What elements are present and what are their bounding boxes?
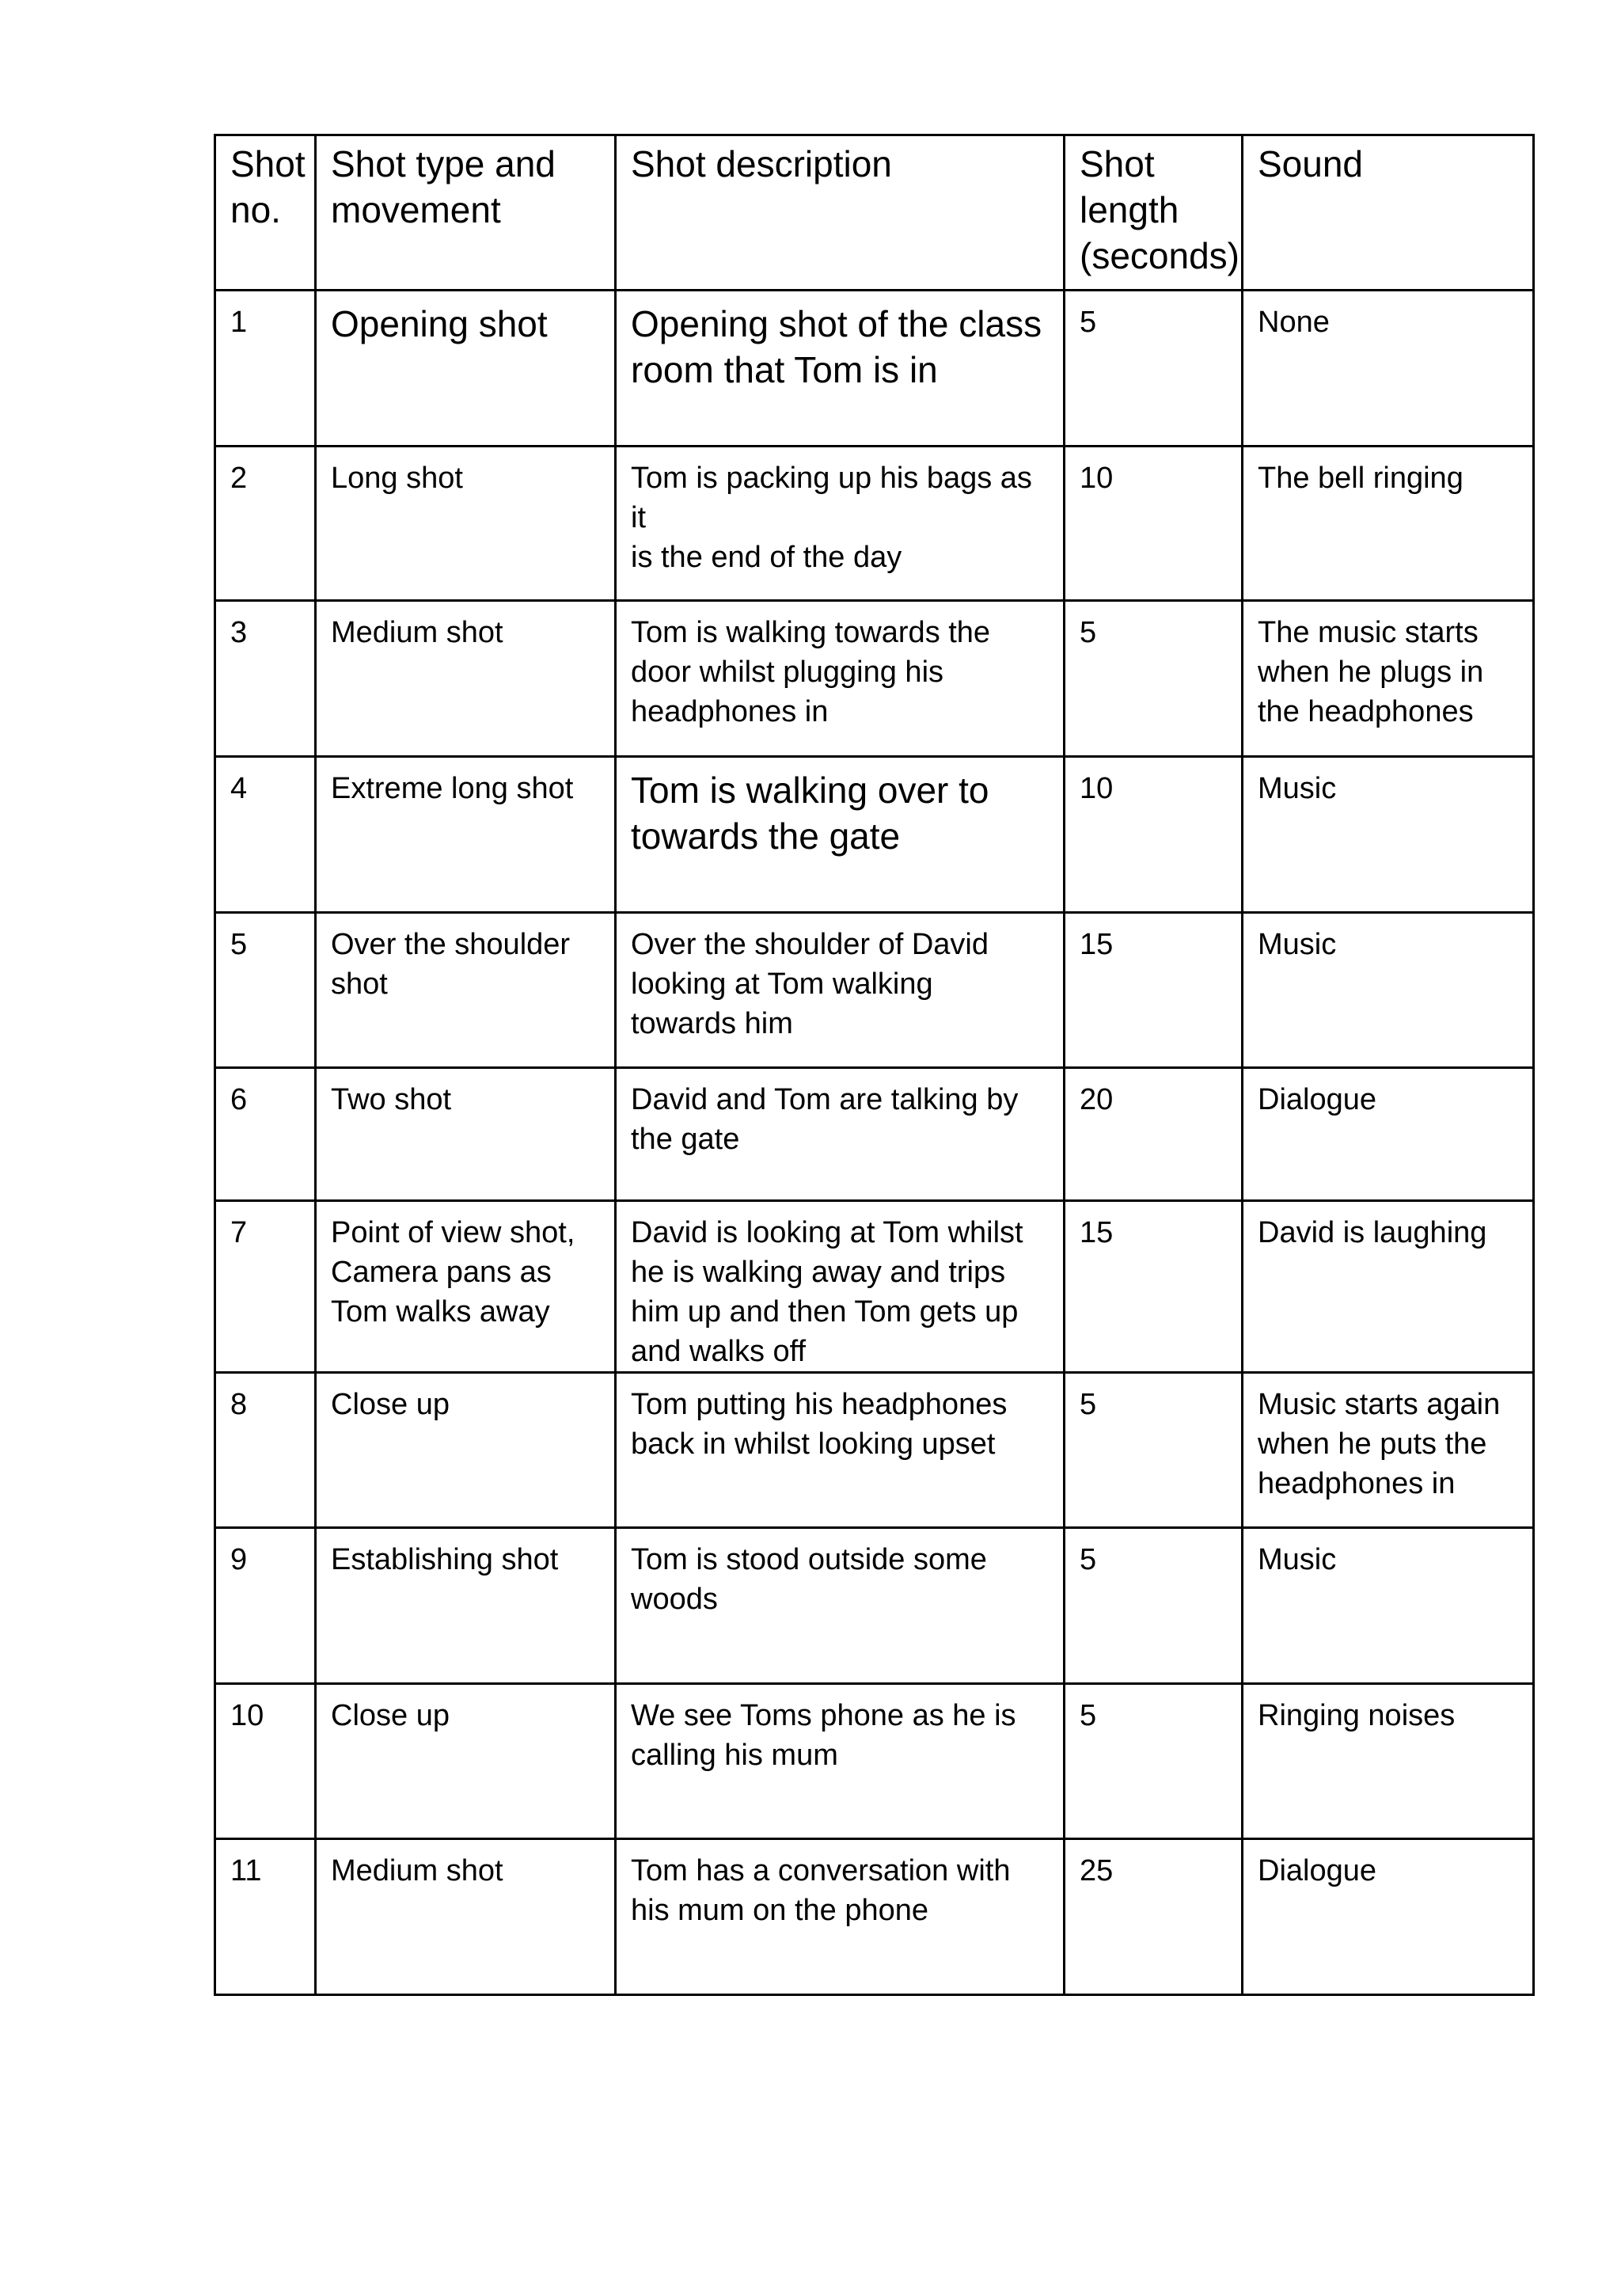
- table-header-row: [215, 135, 1534, 291]
- cell-shot-length: 5: [1065, 1373, 1243, 1528]
- cell-shot-length: 5: [1065, 1528, 1243, 1684]
- header-shot-length: Shot length (seconds): [1065, 135, 1243, 291]
- table-row: [215, 1684, 1534, 1839]
- table-row: [215, 291, 1534, 447]
- header-shot-type: Shot type and movement: [316, 135, 616, 291]
- cell-sound: The music starts when he plugs in the headphones: [1243, 601, 1534, 757]
- cell-shot-no: 10: [215, 1684, 316, 1839]
- cell-shot-length: 5: [1065, 291, 1243, 447]
- cell-sound: Ringing noises: [1243, 1684, 1534, 1839]
- cell-shot-type: Over the shoulder shot: [316, 913, 616, 1068]
- cell-shot-description: We see Toms phone as he is calling his mum: [616, 1684, 1065, 1839]
- cell-sound: None: [1243, 291, 1534, 447]
- cell-shot-length: 25: [1065, 1839, 1243, 1995]
- cell-shot-length: 15: [1065, 913, 1243, 1068]
- cell-shot-no: 3: [215, 601, 316, 757]
- cell-shot-description: Tom is stood outside some woods: [616, 1528, 1065, 1684]
- cell-shot-type: Close up: [316, 1373, 616, 1528]
- cell-shot-no: 6: [215, 1068, 316, 1201]
- shot-list-table: [214, 134, 1535, 1996]
- cell-sound: Music starts again when he puts the headphones in: [1243, 1373, 1534, 1528]
- cell-shot-no: 9: [215, 1528, 316, 1684]
- cell-shot-type: Extreme long shot: [316, 757, 616, 913]
- cell-shot-type: Medium shot: [316, 1839, 616, 1995]
- cell-shot-length: 5: [1065, 1684, 1243, 1839]
- table-row: [215, 1839, 1534, 1995]
- table-row: [215, 1068, 1534, 1201]
- table-row: [215, 913, 1534, 1068]
- cell-shot-description: Tom is walking towards the door whilst plugging his headphones in: [616, 601, 1065, 757]
- table-row: [215, 1373, 1534, 1528]
- cell-shot-description: Tom is walking over to towards the gate: [616, 757, 1065, 913]
- table-row: [215, 601, 1534, 757]
- cell-shot-no: 4: [215, 757, 316, 913]
- cell-shot-no: 7: [215, 1201, 316, 1373]
- cell-shot-description: Over the shoulder of David looking at Tom walking towards him: [616, 913, 1065, 1068]
- cell-shot-description: David is looking at Tom whilst he is walking away and trips him up and then Tom gets up and walks off: [616, 1201, 1065, 1373]
- cell-shot-length: 15: [1065, 1201, 1243, 1373]
- cell-shot-type: Long shot: [316, 447, 616, 601]
- cell-shot-length: 10: [1065, 757, 1243, 913]
- cell-shot-description: Tom is packing up his bags as it is the end of the day: [616, 447, 1065, 601]
- cell-shot-no: 5: [215, 913, 316, 1068]
- cell-shot-length: 5: [1065, 601, 1243, 757]
- cell-shot-description: David and Tom are talking by the gate: [616, 1068, 1065, 1201]
- cell-shot-no: 11: [215, 1839, 316, 1995]
- cell-shot-type: Close up: [316, 1684, 616, 1839]
- cell-shot-no: 1: [215, 291, 316, 447]
- cell-shot-no: 8: [215, 1373, 316, 1528]
- cell-shot-type: Establishing shot: [316, 1528, 616, 1684]
- cell-sound: Music: [1243, 757, 1534, 913]
- header-shot-no: Shot no.: [215, 135, 316, 291]
- cell-sound: Dialogue: [1243, 1068, 1534, 1201]
- header-sound: Sound: [1243, 135, 1534, 291]
- cell-sound: Music: [1243, 913, 1534, 1068]
- cell-sound: Music: [1243, 1528, 1534, 1684]
- header-shot-description: Shot description: [616, 135, 1065, 291]
- cell-shot-type: Point of view shot, Camera pans as Tom walks away: [316, 1201, 616, 1373]
- cell-shot-no: 2: [215, 447, 316, 601]
- table-row: [215, 1528, 1534, 1684]
- cell-sound: Dialogue: [1243, 1839, 1534, 1995]
- table-row: [215, 447, 1534, 601]
- table-row: [215, 1201, 1534, 1373]
- cell-shot-description: Tom has a conversation with his mum on the phone: [616, 1839, 1065, 1995]
- cell-shot-length: 10: [1065, 447, 1243, 601]
- cell-shot-description: Tom putting his headphones back in whilst looking upset: [616, 1373, 1065, 1528]
- cell-shot-description: Opening shot of the class room that Tom is in: [616, 291, 1065, 447]
- table-row: [215, 757, 1534, 913]
- cell-shot-type: Medium shot: [316, 601, 616, 757]
- cell-sound: David is laughing: [1243, 1201, 1534, 1373]
- cell-shot-length: 20: [1065, 1068, 1243, 1201]
- cell-shot-type: Opening shot: [316, 291, 616, 447]
- cell-sound: The bell ringing: [1243, 447, 1534, 601]
- cell-shot-type: Two shot: [316, 1068, 616, 1201]
